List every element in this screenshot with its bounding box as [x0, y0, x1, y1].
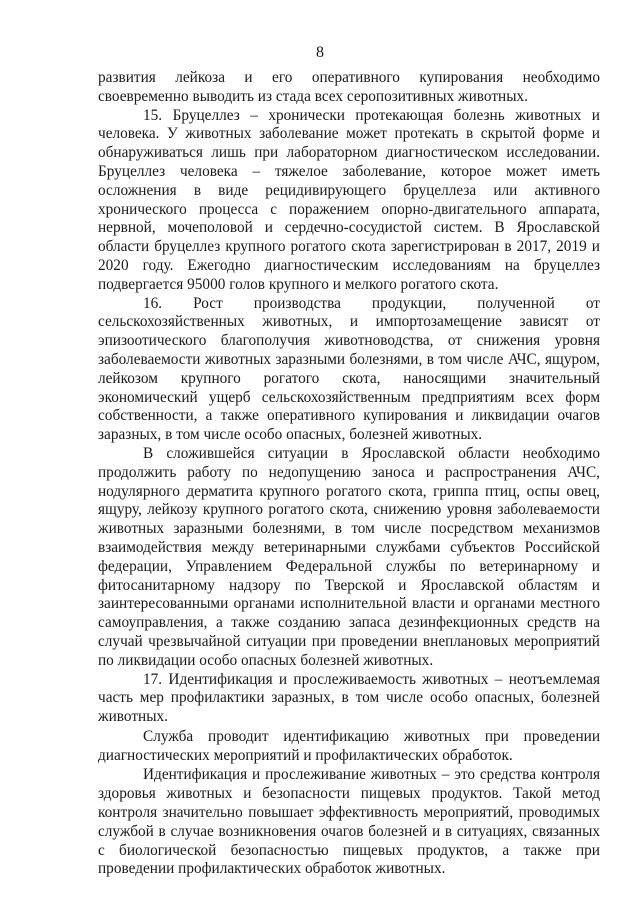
page-number: 8	[316, 44, 324, 61]
paragraph-traceability: Идентификация и прослеживание животных – это средства контроля здоровья животных и безопасности пищевых продуктов. Такой метод контроля значительно повышает эффективность мероприятий, проводимых службой в случае возникновения очагов болезней и в ситуациях, связанных с биологической безопасностью пищевых продуктов, а также при проведении профилактических обработок животных.	[98, 766, 600, 878]
paragraph-identification: 17. Идентификация и прослеживаемость животных – неотъемлемая часть мер профилактики заразных, в том числе особо опасных, болезней животных.	[98, 670, 600, 726]
paragraph-leukosis-continuation: развития лейкоза и его оперативного купирования необходимо своевременно выводить из стада всех серопозитивных животных.	[98, 69, 600, 105]
paragraph-brucellosis: 15. Бруцеллез – хронически протекающая болезнь животных и человека. У животных заболевание может протекать в скрытой форме и обнаруживаться лишь при лабораторном диагностическом исследовании. Бруцеллез человека – тяжелое заболевание, которое может иметь осложнения в виде рецидивирующего бруцеллеза или активного хронического процесса с поражением опорно-двигательного аппарата, нервной, мочеполовой и сердечно-сосудистой систем. В Ярославской области бруцеллез крупного рогатого скота зарегистрирован в 2017, 2019 и 2020 году. Ежегодно диагностическим исследованиям на бруцеллез подвергается 95000 голов крупного и мелкого рогатого скота.	[98, 106, 600, 293]
document-body	[98, 69, 600, 879]
paragraph-current-situation: В сложившейся ситуации в Ярославской области необходимо продолжить работу по недопущению заноса и распространения АЧС, нодулярного дерматита крупного рогатого скота, гриппа птиц, оспы овец, ящуру, лейкозу крупного рогатого скота, снижению уровня заболеваемости животных заразными болезнями, в том числе посредством механизмов взаимодействия между ветеринарными службами субъектов Российской федерации, Управлением Федеральной службы по ветеринарному и фитосанитарному надзору по Тверской и Ярославской областям и заинтересованными органами исполнительной власти и органами местного самоуправления, а также созданию запаса дезинфекционных средств на случай чрезвычайной ситуации при проведении внеплановых мероприятий по ликвидации особо опасных болезней животных.	[98, 444, 600, 669]
paragraph-service-identification: Служба проводит идентификацию животных при проведении диагностических мероприятий и профилактических обработок.	[98, 727, 600, 764]
paragraph-production-growth: 16. Рост производства продукции, полученной от сельскохозяйственных животных, и импортозамещение зависят от эпизоотического благополучия животноводства, от снижения уровня заболеваемости животных заразными болезнями, в том числе АЧС, ящуром, лейкозом крупного рогатого скота, наносящими значительный экономический ущерб сельскохозяйственным предприятиям всех форм собственности, а также оперативного купирования и ликвидации очагов заразных, в том числе особо опасных, болезней животных.	[98, 294, 600, 444]
